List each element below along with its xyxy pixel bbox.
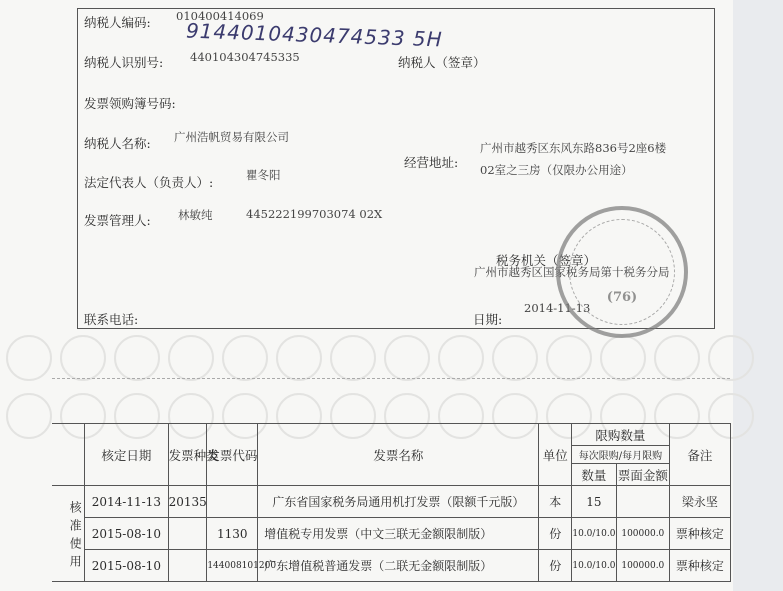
header-qty: 数量 (572, 464, 617, 486)
cell-code: 144008101200 (207, 550, 258, 582)
cell-qty: 15 (572, 486, 617, 518)
table-row (52, 550, 731, 582)
legal-rep-label: 法定代表人（负责人）: (84, 175, 214, 190)
cell-note: 票种核定 (669, 550, 730, 582)
taxpayer-sign-label: 纳税人（签章） (398, 55, 486, 70)
cell-name: 广东增值税普通发票（二联无金额限制版） (258, 550, 539, 582)
header-note: 备注 (669, 424, 730, 486)
taxpayer-id-value: 440104304745335 (190, 50, 300, 64)
cell-type: 20135 (168, 486, 207, 518)
cell-date: 2015-08-10 (85, 518, 169, 550)
approved-invoices-table (52, 423, 731, 582)
cell-code: 1130 (207, 518, 258, 550)
invoice-manager-label: 发票管理人: (84, 213, 151, 228)
taxpayer-code-label: 纳税人编码: (84, 15, 151, 30)
cell-qty: 10.0/10.0 (572, 550, 617, 582)
tax-authority-label: 税务机关（签章） (496, 253, 597, 268)
phone-label: 联系电话: (84, 312, 139, 327)
taxpayer-code-value: 010400414069 (176, 9, 264, 23)
cell-amount: 100000.0 (616, 550, 669, 582)
date-value: 2014-11-13 (524, 301, 591, 315)
invoice-manager-name: 林敏纯 (178, 208, 213, 222)
taxpayer-name-label: 纳税人名称: (84, 136, 151, 151)
cell-type (168, 518, 207, 550)
cell-unit: 本 (539, 486, 572, 518)
header-code: 发票代码 (207, 424, 258, 486)
seal-number: (76) (606, 290, 638, 305)
header-type: 发票种类 (168, 424, 207, 486)
official-seal (556, 206, 688, 338)
header-limit-sub: 每次限购/每月限购 (572, 446, 670, 464)
taxpayer-name-value: 广州浩帆贸易有限公司 (174, 130, 289, 144)
address-label: 经营地址: (404, 155, 459, 170)
cell-type (168, 550, 207, 582)
cell-unit: 份 (539, 550, 572, 582)
cell-amount (616, 486, 669, 518)
cell-name: 增值税专用发票（中文三联无金额限制版） (258, 518, 539, 550)
cell-note: 梁永坚 (669, 486, 730, 518)
taxpayer-id-label: 纳税人识别号: (84, 55, 164, 70)
side-label: 核准使用 (52, 486, 85, 582)
header-limit: 限购数量 (572, 424, 670, 446)
divider (52, 378, 730, 379)
handwritten-tax-id: 9144010430474533 5H (185, 18, 444, 52)
legal-rep-value: 瞿冬阳 (246, 168, 281, 182)
cell-amount: 100000.0 (616, 518, 669, 550)
header-date: 核定日期 (85, 424, 169, 486)
tax-authority-name: 广州市越秀区国家税务局第十税务分局 (474, 265, 670, 279)
cell-date: 2015-08-10 (85, 550, 169, 582)
invoice-manager-id: 445222199703074 02X (246, 207, 383, 221)
date-label: 日期: (473, 312, 503, 327)
cell-name: 广东省国家税务局通用机打发票（限额千元版） (258, 486, 539, 518)
header-amount: 票面金额 (616, 464, 669, 486)
cell-note: 票种核定 (669, 518, 730, 550)
header-name: 发票名称 (258, 424, 539, 486)
cell-qty: 10.0/10.0 (572, 518, 617, 550)
side-spacer (52, 424, 85, 486)
table-row (52, 518, 731, 550)
header-unit: 单位 (539, 424, 572, 486)
address-line-1: 广州市越秀区东风东路836号2座6楼 (480, 141, 667, 155)
invoice-book-label: 发票领购簿号码: (84, 96, 176, 111)
cell-unit: 份 (539, 518, 572, 550)
cell-date: 2014-11-13 (85, 486, 169, 518)
cell-code (207, 486, 258, 518)
table-row (52, 486, 731, 518)
address-line-2: 02室之三房（仅限办公用途） (480, 163, 633, 177)
